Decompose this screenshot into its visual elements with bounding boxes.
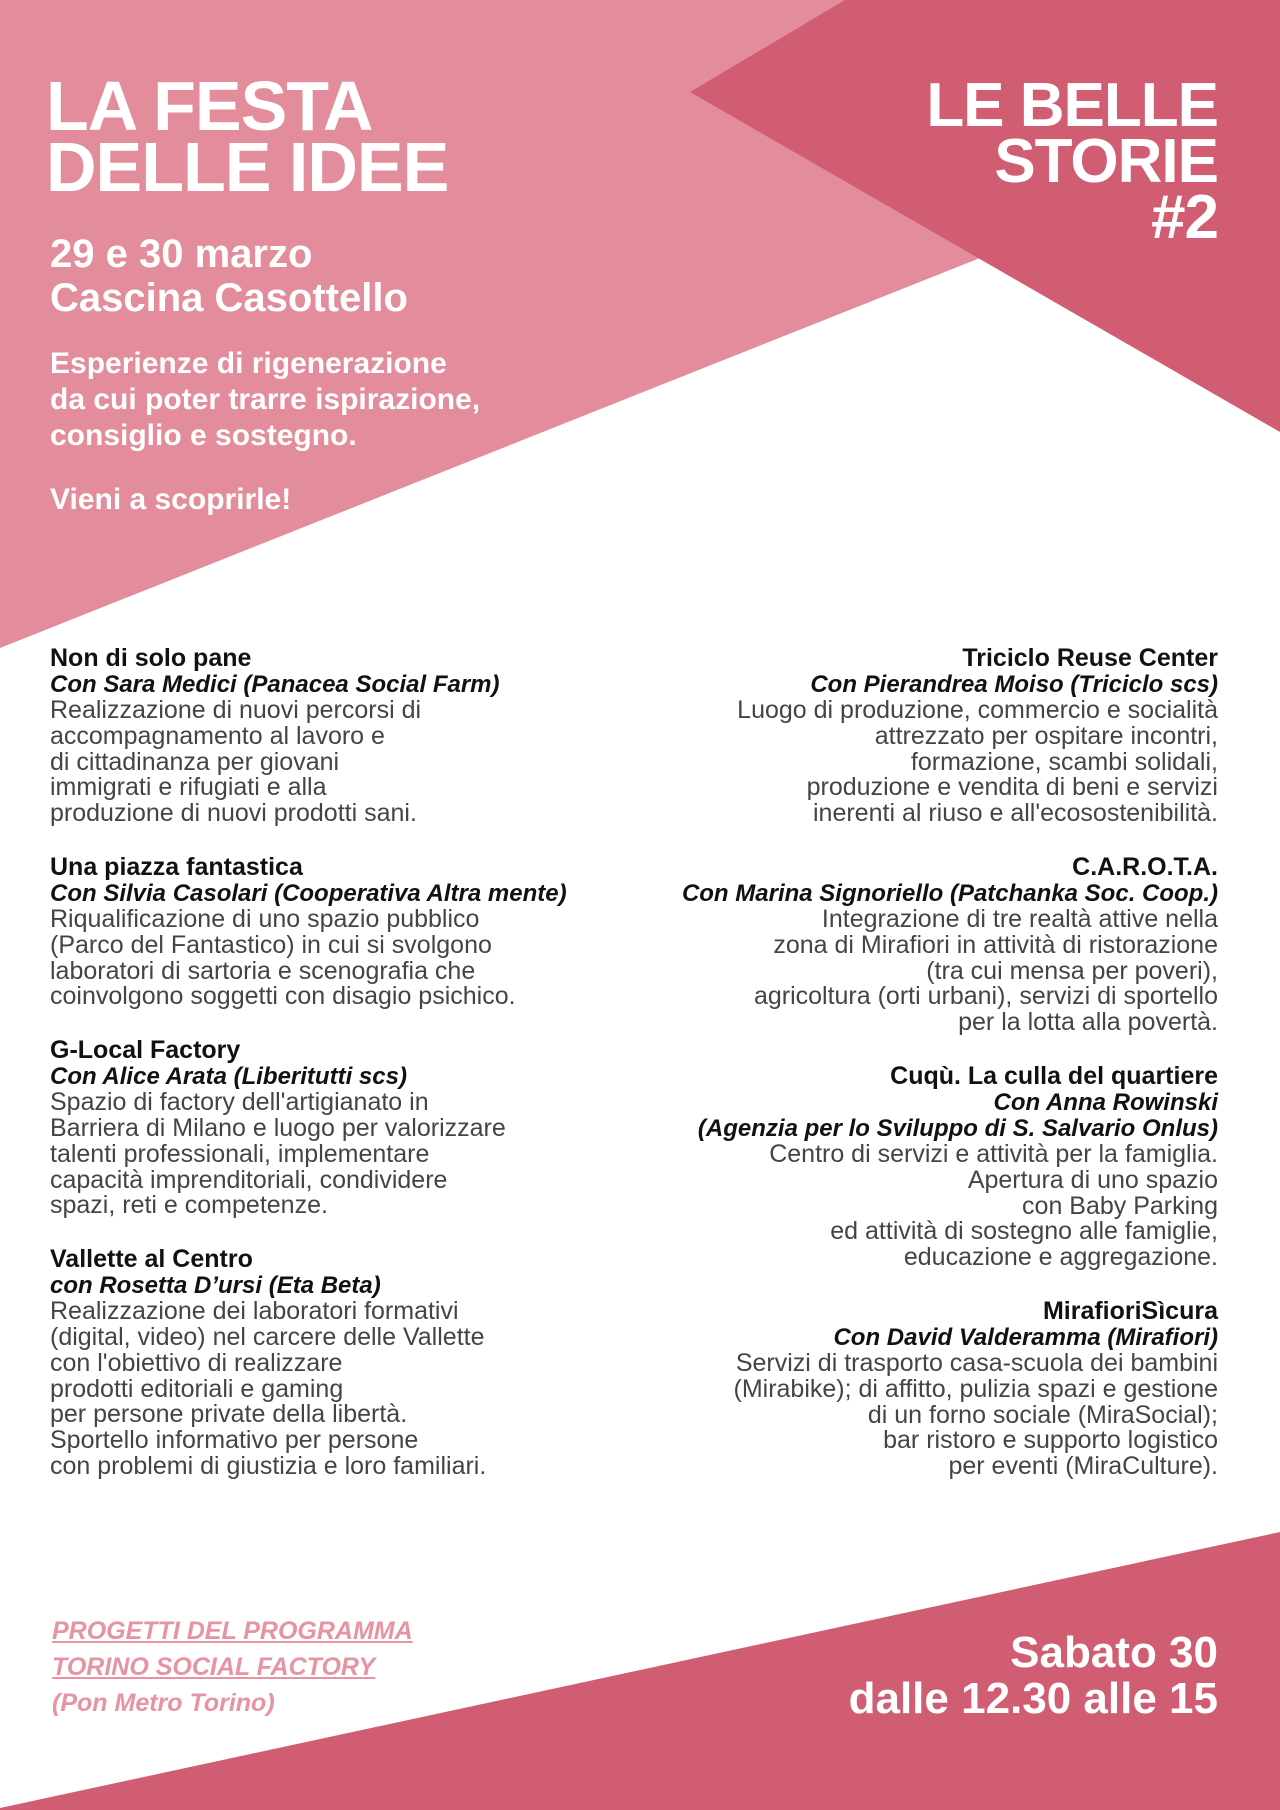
project-description-line: educazione e aggregazione. <box>903 1243 1218 1272</box>
project-description-line: di cittadinanza per giovani <box>50 747 340 776</box>
project-description-line: Servizi di trasporto casa-scuola dei bambini <box>735 1348 1218 1377</box>
project-title: Una piazza fantastica <box>50 852 303 881</box>
project-description-line: talenti professionali, implementare <box>50 1139 430 1168</box>
belle-title-line-2: STORIE <box>994 127 1218 196</box>
project-description-line: (Parco del Fantastico) in cui si svolgono <box>50 930 492 959</box>
project-description-line: Realizzazione di nuovi percorsi di <box>50 696 422 724</box>
belle-title-line-3: #2 <box>1151 183 1218 252</box>
project-block <box>50 1246 650 1480</box>
project-presenter: Con Silvia Casolari (Cooperativa Altra mente) <box>50 879 567 907</box>
belle-title-line-1: LE BELLE <box>926 71 1218 140</box>
intro-line-1: Esperienze di rigenerazione <box>50 347 447 380</box>
festa-title-line-1: LA FESTA <box>46 67 373 145</box>
project-description-line: per persone private della libertà. <box>50 1400 408 1429</box>
project-description-line: (Mirabike); di affitto, pulizia spazi e gestione <box>733 1374 1218 1403</box>
event-date: 29 e 30 marzo <box>50 232 313 276</box>
project-title: Triciclo Reuse Center <box>962 644 1218 672</box>
project-presenter: Con Pierandrea Moiso (Triciclo scs) <box>810 671 1218 698</box>
festa-title <box>46 67 449 206</box>
project-description-line: (digital, video) nel carcere delle Vallette <box>50 1322 485 1351</box>
project-description-line: per la lotta alla povertà. <box>958 1008 1218 1037</box>
project-description-line: Barriera di Milano e luogo per valorizzare <box>50 1113 506 1142</box>
event-time-line-2: dalle 12.30 alle 15 <box>848 1674 1218 1723</box>
call-to-action: Vieni a scoprirle! <box>50 483 292 516</box>
project-description-line: Luogo di produzione, commercio e socialità <box>737 696 1218 724</box>
intro-line-2: da cui poter trarre ispirazione, <box>50 383 481 416</box>
project-description-line: capacità imprenditoriali, condividere <box>50 1165 448 1194</box>
project-block <box>50 1037 650 1219</box>
project-description-line: immigrati e rifugiati e alla <box>50 773 327 802</box>
project-description-line: formazione, scambi solidali, <box>910 747 1218 776</box>
program-line-3: (Pon Metro Torino) <box>52 1689 275 1717</box>
project-presenter: Con Anna Rowinski <box>993 1088 1218 1116</box>
program-line-2: TORINO SOCIAL FACTORY <box>52 1653 376 1681</box>
project-description-line: spazi, reti e competenze. <box>50 1191 328 1220</box>
event-date-place <box>50 232 408 320</box>
project-description-line: Realizzazione dei laboratori formativi <box>50 1297 459 1326</box>
project-title: C.A.R.O.T.A. <box>1072 852 1218 881</box>
project-description-line: di un forno sociale (MiraSocial); <box>867 1400 1218 1429</box>
project-block <box>618 854 1218 1036</box>
project-presenter: Con Marina Signoriello (Patchanka Soc. Coop.) <box>681 879 1218 907</box>
event-place: Cascina Casottello <box>50 276 408 320</box>
program-line-1: PROGETTI DEL PROGRAMMA <box>52 1617 413 1645</box>
event-time-line-1: Sabato 30 <box>1010 1628 1218 1677</box>
belle-storie-title <box>926 71 1218 252</box>
project-title: Cuqù. La culla del quartiere <box>890 1061 1218 1090</box>
project-presenter: Con David Valderamma (Mirafiori) <box>833 1323 1218 1351</box>
project-description-line: agricoltura (orti urbani), servizi di sportello <box>753 982 1218 1011</box>
left-projects-column <box>50 645 650 1507</box>
project-presenter: con Rosetta D’ursi (Eta Beta) <box>50 1272 381 1300</box>
festa-title-line-2: DELLE IDEE <box>46 128 449 206</box>
project-title: Vallette al Centro <box>50 1245 253 1274</box>
project-description-line: produzione e vendita di beni e servizi <box>806 773 1218 802</box>
project-description-line: Spazio di factory dell'artigianato in <box>50 1088 429 1117</box>
project-description-line: con problemi di giustizia e loro familiari. <box>50 1451 487 1480</box>
project-block <box>50 645 650 827</box>
project-description-line: coinvolgono soggetti con disagio psichico. <box>50 982 516 1011</box>
project-presenter: (Agenzia per lo Sviluppo di S. Salvario Onlus) <box>697 1114 1218 1142</box>
project-description-line: laboratori di sartoria e scenografia che <box>50 956 476 985</box>
intro-text <box>50 346 480 454</box>
project-description-line: ed attività di sostegno alle famiglie, <box>830 1217 1218 1246</box>
project-description-line: attrezzato per ospitare incontri, <box>874 721 1218 750</box>
project-block <box>618 1063 1218 1271</box>
project-title: MirafioriSìcura <box>1042 1296 1218 1325</box>
right-projects-column <box>618 645 1218 1507</box>
project-description-line: bar ristoro e supporto logistico <box>883 1426 1218 1455</box>
intro-line-3: consiglio e sostegno. <box>50 419 357 452</box>
project-description-line: Apertura di uno spazio <box>967 1165 1218 1194</box>
project-presenter: Con Alice Arata (Liberitutti scs) <box>50 1063 407 1091</box>
project-description-line: zona di Mirafiori in attività di ristorazione <box>773 930 1218 959</box>
project-title: Non di solo pane <box>50 644 252 672</box>
project-block <box>618 1298 1218 1480</box>
project-description-line: inerenti al riuso e all'ecosostenibilità. <box>813 799 1218 828</box>
project-description-line: accompagnamento al lavoro e <box>50 721 385 750</box>
project-description-line: con l'obiettivo di realizzare <box>50 1348 343 1377</box>
project-description-line: Centro di servizi e attività per la famiglia. <box>769 1139 1218 1168</box>
event-time <box>849 1630 1218 1722</box>
project-description-line: Riqualificazione di uno spazio pubblico <box>50 904 480 933</box>
project-description-line: Integrazione di tre realtà attive nella <box>821 904 1218 933</box>
program-credit <box>52 1613 413 1721</box>
project-description-line: prodotti editoriali e gaming <box>50 1374 344 1403</box>
project-block <box>618 645 1218 827</box>
project-block <box>50 854 650 1010</box>
project-description-line: (tra cui mensa per poveri), <box>926 956 1218 985</box>
project-description-line: produzione di nuovi prodotti sani. <box>50 799 417 828</box>
project-description-line: per eventi (MiraCulture). <box>948 1452 1218 1481</box>
project-description-line: Sportello informativo per persone <box>50 1426 419 1455</box>
project-title: G-Local Factory <box>50 1036 241 1065</box>
project-description-line: con Baby Parking <box>1022 1191 1218 1220</box>
project-presenter: Con Sara Medici (Panacea Social Farm) <box>50 671 500 698</box>
